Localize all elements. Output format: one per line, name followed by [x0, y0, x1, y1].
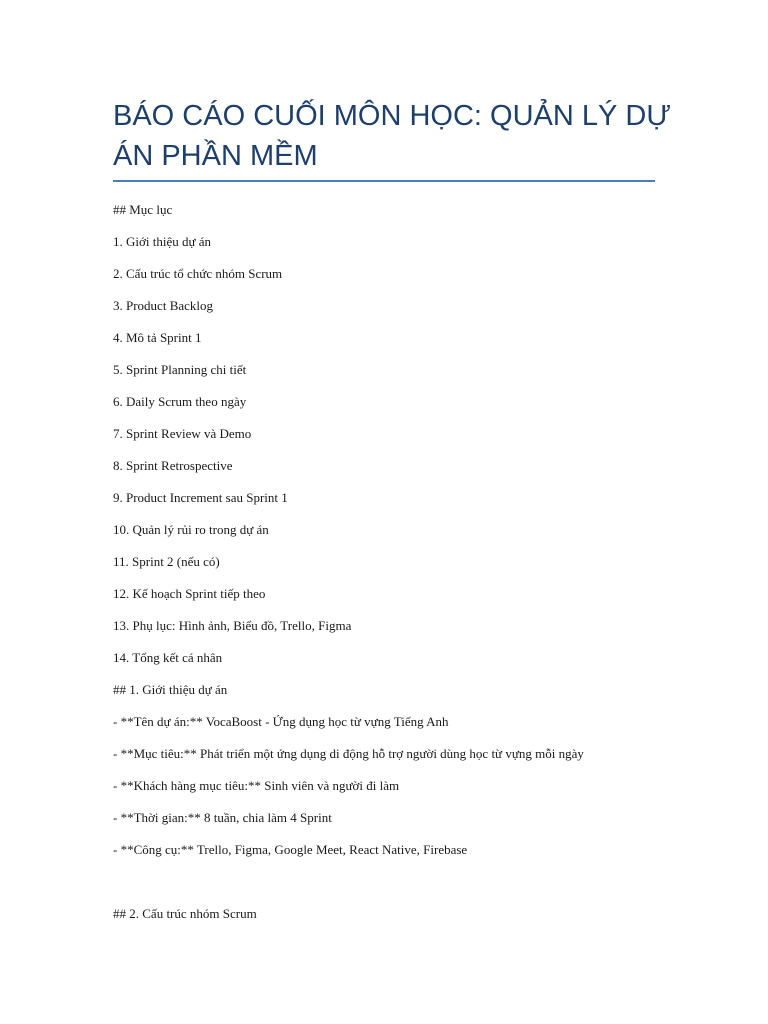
- section-heading: ## 2. Cấu trúc nhóm Scrum: [113, 906, 257, 921]
- title-underline: [113, 180, 655, 182]
- bullet-item: - **Thời gian:** 8 tuần, chia làm 4 Sprint: [113, 810, 332, 825]
- bullet-item: - **Mục tiêu:** Phát triển một ứng dụng di động hỗ trợ người dùng học từ vựng mỗi ngày: [113, 746, 584, 761]
- toc-item: 14. Tổng kết cá nhân: [113, 650, 223, 665]
- toc-item: 12. Kế hoạch Sprint tiếp theo: [113, 586, 266, 601]
- bullet-item: - **Khách hàng mục tiêu:** Sinh viên và người đi làm: [113, 778, 400, 793]
- section-heading: ## 1. Giới thiệu dự án: [113, 682, 228, 697]
- toc-item: 8. Sprint Retrospective: [113, 458, 233, 473]
- toc-item: 5. Sprint Planning chi tiết: [113, 362, 247, 377]
- toc-item: 1. Giới thiệu dự án: [113, 234, 212, 249]
- toc-item: 13. Phụ lục: Hình ảnh, Biểu đồ, Trello, Figma: [113, 618, 352, 633]
- toc-heading: ## Mục lục: [113, 202, 173, 217]
- toc-item: 3. Product Backlog: [113, 298, 214, 313]
- document-body: [113, 200, 713, 936]
- toc-item: 10. Quản lý rủi ro trong dự án: [113, 522, 269, 537]
- toc-item: 9. Product Increment sau Sprint 1: [113, 490, 288, 505]
- toc-item: 2. Cấu trúc tổ chức nhóm Scrum: [113, 266, 283, 281]
- bullet-item: - **Tên dự án:** VocaBoost - Ứng dụng học từ vựng Tiếng Anh: [113, 714, 449, 729]
- bullet-item: - **Công cụ:** Trello, Figma, Google Meet, React Native, Firebase: [113, 842, 468, 857]
- toc-item: 11. Sprint 2 (nếu có): [113, 554, 220, 569]
- document-title: BÁO CÁO CUỐI MÔN HỌC: QUẢN LÝ DỰ ÁN PHẦN MỀM: [113, 100, 672, 172]
- toc-item: 6. Daily Scrum theo ngày: [113, 394, 247, 409]
- toc-item: 7. Sprint Review và Demo: [113, 426, 252, 441]
- toc-item: 4. Mô tả Sprint 1: [113, 330, 202, 345]
